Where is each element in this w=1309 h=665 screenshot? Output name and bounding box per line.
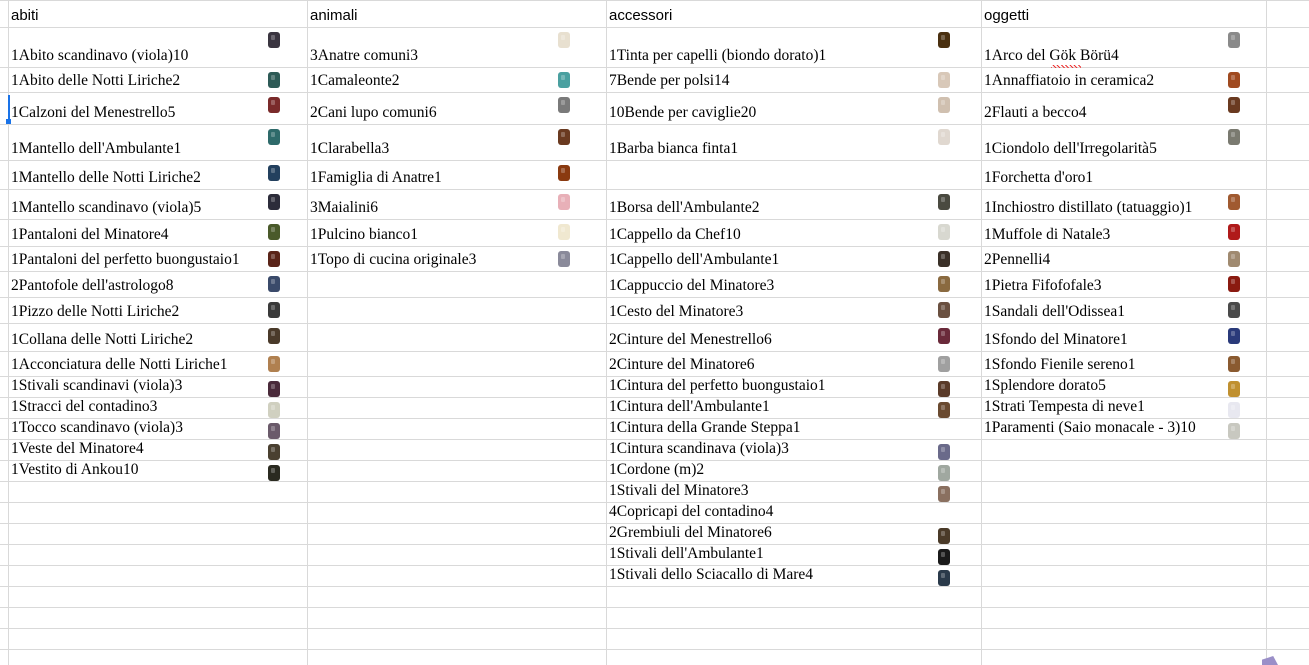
- mouse-icon: [553, 249, 575, 269]
- cell-animali[interactable]: 2Cani lupo comuni6: [310, 104, 437, 121]
- ankle-bandage-icon: [933, 95, 955, 115]
- vest-icon: [263, 442, 285, 462]
- watering-can-icon: [1223, 70, 1245, 90]
- cloak-blue-icon: [263, 163, 285, 183]
- cell-abiti[interactable]: 1Pantaloni del Minatore4: [11, 226, 169, 243]
- boots-black-icon: [933, 547, 955, 567]
- cape-dark-icon: [263, 192, 285, 212]
- belt-red-icon: [933, 326, 955, 346]
- cell-abiti[interactable]: 1Acconciatura delle Notti Liriche1: [11, 356, 228, 373]
- rags-icon: [263, 400, 285, 420]
- cell-abiti[interactable]: 1Mantello dell'Ambulante1: [11, 140, 182, 157]
- cell-abiti[interactable]: 1Collana delle Notti Liriche2: [11, 331, 194, 348]
- piglet-icon: [553, 192, 575, 212]
- tattoo-icon: [1223, 192, 1245, 212]
- row-gridline: [0, 323, 1309, 324]
- hat-icon: [933, 249, 955, 269]
- slippers-icon: [263, 274, 285, 294]
- cell-abiti[interactable]: 2Pantofole dell'astrologo8: [11, 277, 174, 294]
- cow-icon: [553, 127, 575, 147]
- pendant-icon: [1223, 127, 1245, 147]
- cloak-teal-icon: [263, 127, 285, 147]
- coat-teal-icon: [263, 70, 285, 90]
- cell-accessori[interactable]: 1Barba bianca finta1: [609, 140, 739, 157]
- row-gridline: [0, 92, 1309, 93]
- cell-abiti[interactable]: 1Tocco scandinavo (viola)3: [11, 419, 183, 436]
- boots-purple-icon: [263, 379, 285, 399]
- spellcheck-underline: [1051, 65, 1081, 68]
- cell-abiti[interactable]: 1Pantaloni del perfetto buongustaio1: [11, 251, 240, 268]
- row-gridline: [0, 0, 1309, 1]
- cell-oggetti[interactable]: 2Pennelli4: [984, 251, 1051, 268]
- necklace-icon: [263, 326, 285, 346]
- chick-icon: [553, 222, 575, 242]
- cell-oggetti[interactable]: 1Muffole di Natale3: [984, 226, 1111, 243]
- row-gridline: [0, 271, 1309, 272]
- cell-abiti[interactable]: 1Calzoni del Menestrello5: [11, 104, 176, 121]
- snowstorm-icon: [1223, 400, 1245, 420]
- row-gridline: [0, 124, 1309, 125]
- row-gridline: [0, 351, 1309, 352]
- cell-oggetti[interactable]: 1Splendore dorato5: [984, 377, 1106, 394]
- row-gridline: [0, 160, 1309, 161]
- hairstyle-icon: [263, 354, 285, 374]
- cell-accessori[interactable]: 1Cintura della Grande Steppa1: [609, 419, 801, 436]
- cell-accessori[interactable]: 1Tinta per capelli (biondo dorato)1: [609, 47, 827, 64]
- fill-handle[interactable]: [6, 119, 11, 124]
- cell-abiti[interactable]: 1Stracci del contadino3: [11, 398, 158, 415]
- cell-animali[interactable]: 1Topo di cucina originale3: [310, 251, 477, 268]
- trousers-brown-icon: [263, 249, 285, 269]
- duck-icon: [553, 30, 575, 50]
- cell-accessori[interactable]: 2Cinture del Menestrello6: [609, 331, 772, 348]
- column-gridline: [307, 0, 308, 665]
- cell-animali[interactable]: 3Maialini6: [310, 199, 379, 216]
- trousers-red-icon: [263, 95, 285, 115]
- cell-animali[interactable]: 1Camaleonte2: [310, 72, 400, 89]
- row-gridline: [0, 219, 1309, 220]
- lace-icon: [263, 300, 285, 320]
- cell-abiti[interactable]: 1Mantello delle Notti Liriche2: [11, 169, 201, 186]
- trousers-green-icon: [263, 222, 285, 242]
- cell-oggetti[interactable]: 1Arco del Gök Börü4: [984, 47, 1119, 64]
- cell-abiti[interactable]: 1Abito scandinavo (viola)10: [11, 47, 189, 64]
- belt-brown-icon: [933, 379, 955, 399]
- cell-oggetti[interactable]: 1Sfondo Fienile sereno1: [984, 356, 1136, 373]
- cell-oggetti[interactable]: 1Sandali dell'Odissea1: [984, 303, 1125, 320]
- boots-tan-icon: [933, 484, 955, 504]
- column-gridline: [981, 0, 982, 665]
- cell-accessori[interactable]: 2Grembiuli del Minatore6: [609, 524, 772, 541]
- background-mine-icon: [1223, 326, 1245, 346]
- row-gridline: [0, 297, 1309, 298]
- cell-oggetti[interactable]: 1Strati Tempesta di neve1: [984, 398, 1145, 415]
- cell-abiti[interactable]: 1Pizzo delle Notti Liriche2: [11, 303, 180, 320]
- cell-accessori[interactable]: 1Cappuccio del Minatore3: [609, 277, 775, 294]
- column-header-abiti[interactable]: abiti: [11, 7, 39, 24]
- column-gridline: [1266, 0, 1267, 665]
- row-gridline: [0, 67, 1309, 68]
- cell-accessori[interactable]: 1Cintura del perfetto buongustaio1: [609, 377, 826, 394]
- golden-glow-icon: [1223, 379, 1245, 399]
- column-header-animali[interactable]: animali: [310, 7, 358, 24]
- chef-hat-icon: [933, 222, 955, 242]
- cell-accessori[interactable]: 1Borsa dell'Ambulante2: [609, 199, 760, 216]
- row-gridline: [0, 586, 1309, 587]
- cell-abiti[interactable]: 1Abito delle Notti Liriche2: [11, 72, 181, 89]
- cell-accessori[interactable]: 7Bende per polsi14: [609, 72, 730, 89]
- row-gridline: [0, 649, 1309, 650]
- row-gridline: [0, 628, 1309, 629]
- cell-accessori[interactable]: 1Stivali del Minatore3: [609, 482, 749, 499]
- cell-accessori[interactable]: 4Copricapi del contadino4: [609, 503, 774, 520]
- cell-abiti[interactable]: 1Mantello scandinavo (viola)5: [11, 199, 202, 216]
- cell-animali[interactable]: 1Clarabella3: [310, 140, 390, 157]
- apron-icon: [933, 526, 955, 546]
- background-barn-icon: [1223, 354, 1245, 374]
- hood-icon: [933, 274, 955, 294]
- chameleon-icon: [553, 70, 575, 90]
- cell-animali[interactable]: 1Pulcino bianco1: [310, 226, 419, 243]
- belt-purple-icon: [933, 442, 955, 462]
- cell-accessori[interactable]: 2Cinture del Minatore6: [609, 356, 755, 373]
- duck-family-icon: [553, 163, 575, 183]
- column-header-oggetti[interactable]: oggetti: [984, 7, 1030, 24]
- cell-oggetti[interactable]: 1Annaffiatoio in ceramica2: [984, 72, 1155, 89]
- recorder-flute-icon: [1223, 95, 1245, 115]
- cell-abiti[interactable]: 1Vestito di Ankou10: [11, 461, 139, 478]
- cell-animali[interactable]: 3Anatre comuni3: [310, 47, 419, 64]
- boots-teal-icon: [933, 568, 955, 588]
- row-gridline: [0, 189, 1309, 190]
- cell-accessori[interactable]: 1Cesto del Minatore3: [609, 303, 744, 320]
- cell-accessori[interactable]: 1Cappello dell'Ambulante1: [609, 251, 780, 268]
- mittens-icon: [1223, 222, 1245, 242]
- vestments-icon: [1223, 421, 1245, 441]
- cell-abiti[interactable]: 1Veste del Minatore4: [11, 440, 144, 457]
- cell-oggetti[interactable]: 1Inchiostro distillato (tatuaggio)1: [984, 199, 1193, 216]
- belt-strap-icon: [933, 400, 955, 420]
- belt-grey-icon: [933, 354, 955, 374]
- cell-accessori[interactable]: 1Cappello da Chef10: [609, 226, 741, 243]
- brush-icon: [1223, 249, 1245, 269]
- fake-beard-icon: [933, 127, 955, 147]
- cell-accessori[interactable]: 1Cintura scandinava (viola)3: [609, 440, 789, 457]
- cap-icon: [263, 421, 285, 441]
- cell-accessori[interactable]: 1Stivali dello Sciacallo di Mare4: [609, 566, 814, 583]
- column-header-accessori[interactable]: accessori: [609, 7, 673, 24]
- sandals-icon: [1223, 300, 1245, 320]
- cell-abiti[interactable]: 1Stivali scandinavi (viola)3: [11, 377, 183, 394]
- bag-icon: [933, 192, 955, 212]
- bow-icon: [1223, 30, 1245, 50]
- cell-oggetti[interactable]: 1Sfondo del Minatore1: [984, 331, 1128, 348]
- robe-dark-icon: [263, 463, 285, 483]
- row-gridline: [0, 246, 1309, 247]
- cell-accessori[interactable]: 10Bende per caviglie20: [609, 104, 757, 121]
- row-gridline: [0, 607, 1309, 608]
- cell-oggetti[interactable]: 2Flauti a becco4: [984, 104, 1087, 121]
- hair-dye-icon: [933, 30, 955, 50]
- cell-accessori[interactable]: 1Cordone (m)2: [609, 461, 705, 478]
- stone-icon: [1223, 274, 1245, 294]
- coat-dark-icon: [263, 30, 285, 50]
- cell-oggetti[interactable]: 1Ciondolo dell'Irregolarità5: [984, 140, 1157, 157]
- cord-icon: [933, 463, 955, 483]
- cell-accessori[interactable]: 1Cintura dell'Ambulante1: [609, 398, 770, 415]
- cell-oggetti[interactable]: 1Pietra Fifofofale3: [984, 277, 1102, 294]
- cell-animali[interactable]: 1Famiglia di Anatre1: [310, 169, 442, 186]
- cell-oggetti[interactable]: 1Forchetta d'oro1: [984, 169, 1094, 186]
- row-gridline: [0, 27, 1309, 28]
- basket-icon: [933, 300, 955, 320]
- cell-accessori[interactable]: 1Stivali dell'Ambulante1: [609, 545, 764, 562]
- wolfdog-icon: [553, 95, 575, 115]
- cell-cursor: [8, 95, 10, 121]
- wrist-bandage-icon: [933, 70, 955, 90]
- cell-oggetti[interactable]: 1Paramenti (Saio monacale - 3)10: [984, 419, 1196, 436]
- column-gridline: [606, 0, 607, 665]
